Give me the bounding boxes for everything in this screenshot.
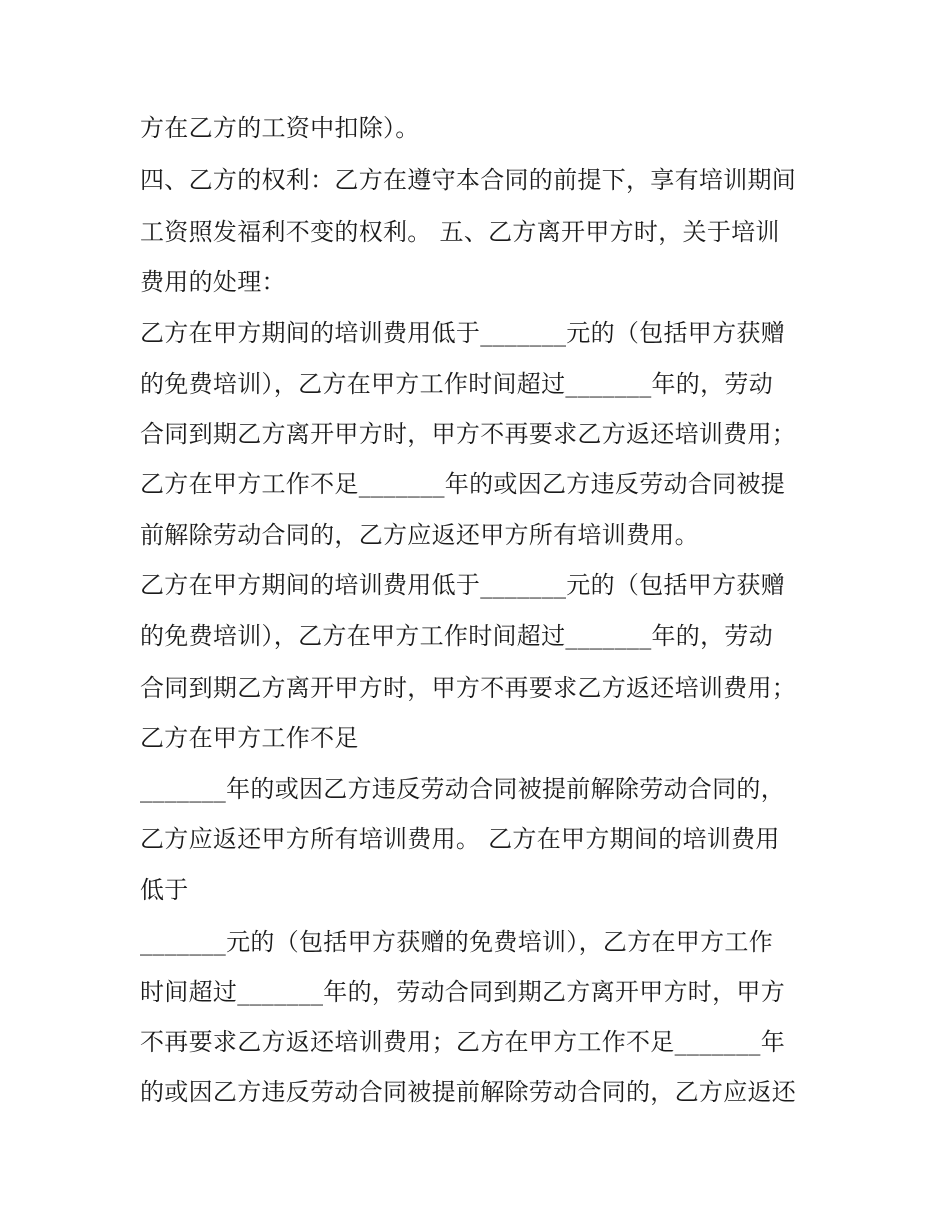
- text-line-7: 合同到期乙方离开甲方时，甲方不再要求乙方返还培训费用；: [140, 420, 797, 448]
- text-line-5: 乙方在甲方期间的培训费用低于_______元的（包括甲方获赠: [140, 319, 785, 347]
- text-line-16: 低于: [140, 876, 189, 904]
- text-line-11: 的免费培训），乙方在甲方工作时间超过_______年的，劳动: [140, 622, 773, 650]
- text-line-8: 乙方在甲方工作不足_______年的或因乙方违反劳动合同被提: [140, 470, 785, 498]
- text-line-6: 的免费培训），乙方在甲方工作时间超过_______年的，劳动: [140, 370, 773, 398]
- text-line-17: _______元的（包括甲方获赠的免费培训），乙方在甲方工作: [140, 928, 773, 956]
- text-line-4: 费用的处理：: [140, 268, 286, 296]
- text-line-2: 四、乙方的权利：乙方在遵守本合同的前提下，享有培训期间: [140, 166, 797, 194]
- text-line-3: 工资照发福利不变的权利。 五、乙方离开甲方时，关于培训: [140, 218, 780, 246]
- text-line-18: 时间超过_______年的，劳动合同到期乙方离开甲方时，甲方: [140, 978, 785, 1006]
- text-line-9: 前解除劳动合同的，乙方应返还甲方所有培训费用。: [140, 521, 699, 549]
- text-line-10: 乙方在甲方期间的培训费用低于_______元的（包括甲方获赠: [140, 571, 785, 599]
- text-line-15: 乙方应返还甲方所有培训费用。 乙方在甲方期间的培训费用: [140, 825, 780, 853]
- text-line-1: 方在乙方的工资中扣除）。: [140, 114, 420, 142]
- text-line-14: _______年的或因乙方违反劳动合同被提前解除劳动合同的，: [140, 775, 785, 803]
- text-line-12: 合同到期乙方离开甲方时，甲方不再要求乙方返还培训费用；: [140, 674, 797, 702]
- text-line-19: 不再要求乙方返还培训费用；乙方在甲方工作不足_______年: [140, 1028, 785, 1056]
- text-line-13: 乙方在甲方工作不足: [140, 724, 359, 752]
- text-line-20: 的或因乙方违反劳动合同被提前解除劳动合同的，乙方应返还: [140, 1078, 797, 1106]
